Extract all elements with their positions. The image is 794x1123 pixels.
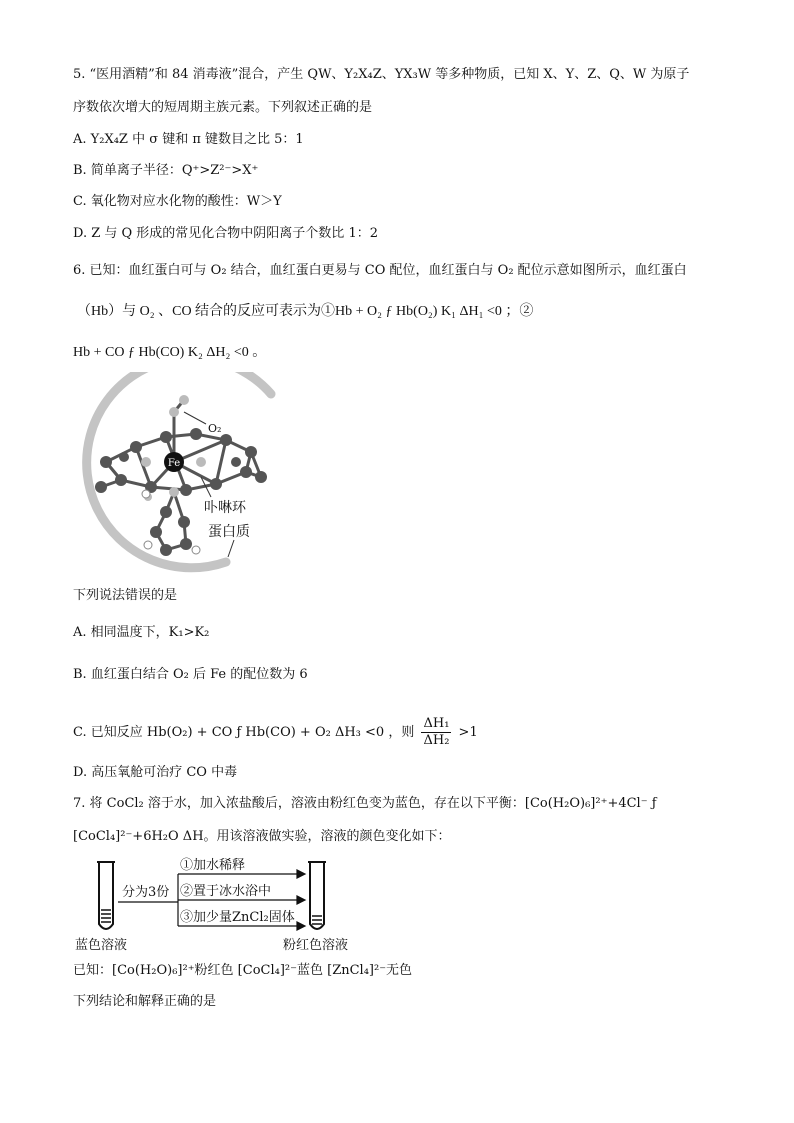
- q5-line2: 序数依次增大的短周期主族元素。下列叙述正确的是: [73, 100, 373, 115]
- right-test-tube: [308, 862, 326, 929]
- q6-option-a: A. 相同温度下，K₁>K₂: [73, 625, 210, 640]
- split-label: 分为3份: [122, 885, 170, 900]
- step-3-label: ③加少量ZnCl₂固体: [180, 910, 295, 925]
- fe-label: Fe: [167, 458, 181, 469]
- porphyrin-label: 卟啉环: [204, 500, 246, 516]
- q5-option-c: C. 氧化物对应水化物的酸性：W＞Y: [73, 194, 282, 209]
- q6-line2: （Hb）与 O₂ 、CO 结合的反应可表示为①Hb + O₂ ƒ Hb(O₂) K₁ ΔH₁ <0 ；②: [77, 304, 534, 319]
- q6-option-c-text: C. 已知反应 Hb(O₂) + CO ƒ Hb(CO) + O₂ ΔH₃ <0 ，则: [73, 725, 415, 740]
- fraction-numerator: ΔH₁: [423, 716, 450, 731]
- right-tube-label: 粉红色溶液: [283, 938, 349, 953]
- step-2-label: ②置于冰水浴中: [180, 884, 272, 899]
- left-test-tube: [97, 862, 115, 929]
- left-tube-label: 蓝色溶液: [75, 938, 128, 953]
- q7-stem: 下列结论和解释正确的是: [73, 994, 217, 1009]
- test-tube-diagram: [73, 852, 403, 957]
- q6-line3: Hb + CO ƒ Hb(CO) K₂ ΔH₂ <0 。: [73, 345, 267, 360]
- q5-option-d: D. Z 与 Q 形成的常见化合物中阴阳离子个数比 1：2: [73, 226, 378, 241]
- q7-line2: [CoCl₄]²⁻+6H₂O ΔH。用该溶液做实验，溶液的颜色变化如下：: [73, 829, 451, 844]
- q6-line1: 6. 已知：血红蛋白可与 O₂ 结合，血红蛋白更易与 CO 配位，血红蛋白与 O₂ 配位示意如图所示，血红蛋白: [73, 263, 687, 278]
- o2-label: O₂: [208, 422, 222, 435]
- fraction-denominator: ΔH₂: [423, 733, 450, 748]
- q7-line1: 7. 将 CoCl₂ 溶于水，加入浓盐酸后，溶液由粉红色变为蓝色，存在以下平衡：[Co(H₂O)₆]²⁺+4Cl⁻ ƒ: [73, 796, 657, 811]
- q6-stem: 下列说法错误的是: [73, 588, 178, 603]
- delta-h-fraction: [421, 716, 451, 749]
- q6-option-c-suffix: >1: [458, 725, 478, 740]
- protein-label: 蛋白质: [208, 524, 250, 540]
- hemoglobin-figure: [76, 372, 316, 582]
- q6-option-d: D. 高压氧舱可治疗 CO 中毒: [73, 765, 238, 780]
- q5-option-a: A. Y₂X₄Z 中 σ 键和 π 键数目之比 5：1: [73, 132, 304, 147]
- q6-option-c: [73, 716, 478, 749]
- step-1-label: ①加水稀释: [180, 858, 246, 873]
- q7-known: 已知：[Co(H₂O)₆]²⁺粉红色 [CoCl₄]²⁻蓝色 [ZnCl₄]²⁻无色: [73, 963, 413, 978]
- q5-option-b: B. 简单离子半径：Q⁺>Z²⁻>X⁺: [73, 163, 259, 178]
- q6-option-b: B. 血红蛋白结合 O₂ 后 Fe 的配位数为 6: [73, 667, 308, 682]
- q5-line1: 5. “医用酒精”和 84 消毒液”混合，产生 QW、Y₂X₄Z、YX₃W 等多种物质，已知 X、Y、Z、Q、W 为原子: [73, 67, 690, 82]
